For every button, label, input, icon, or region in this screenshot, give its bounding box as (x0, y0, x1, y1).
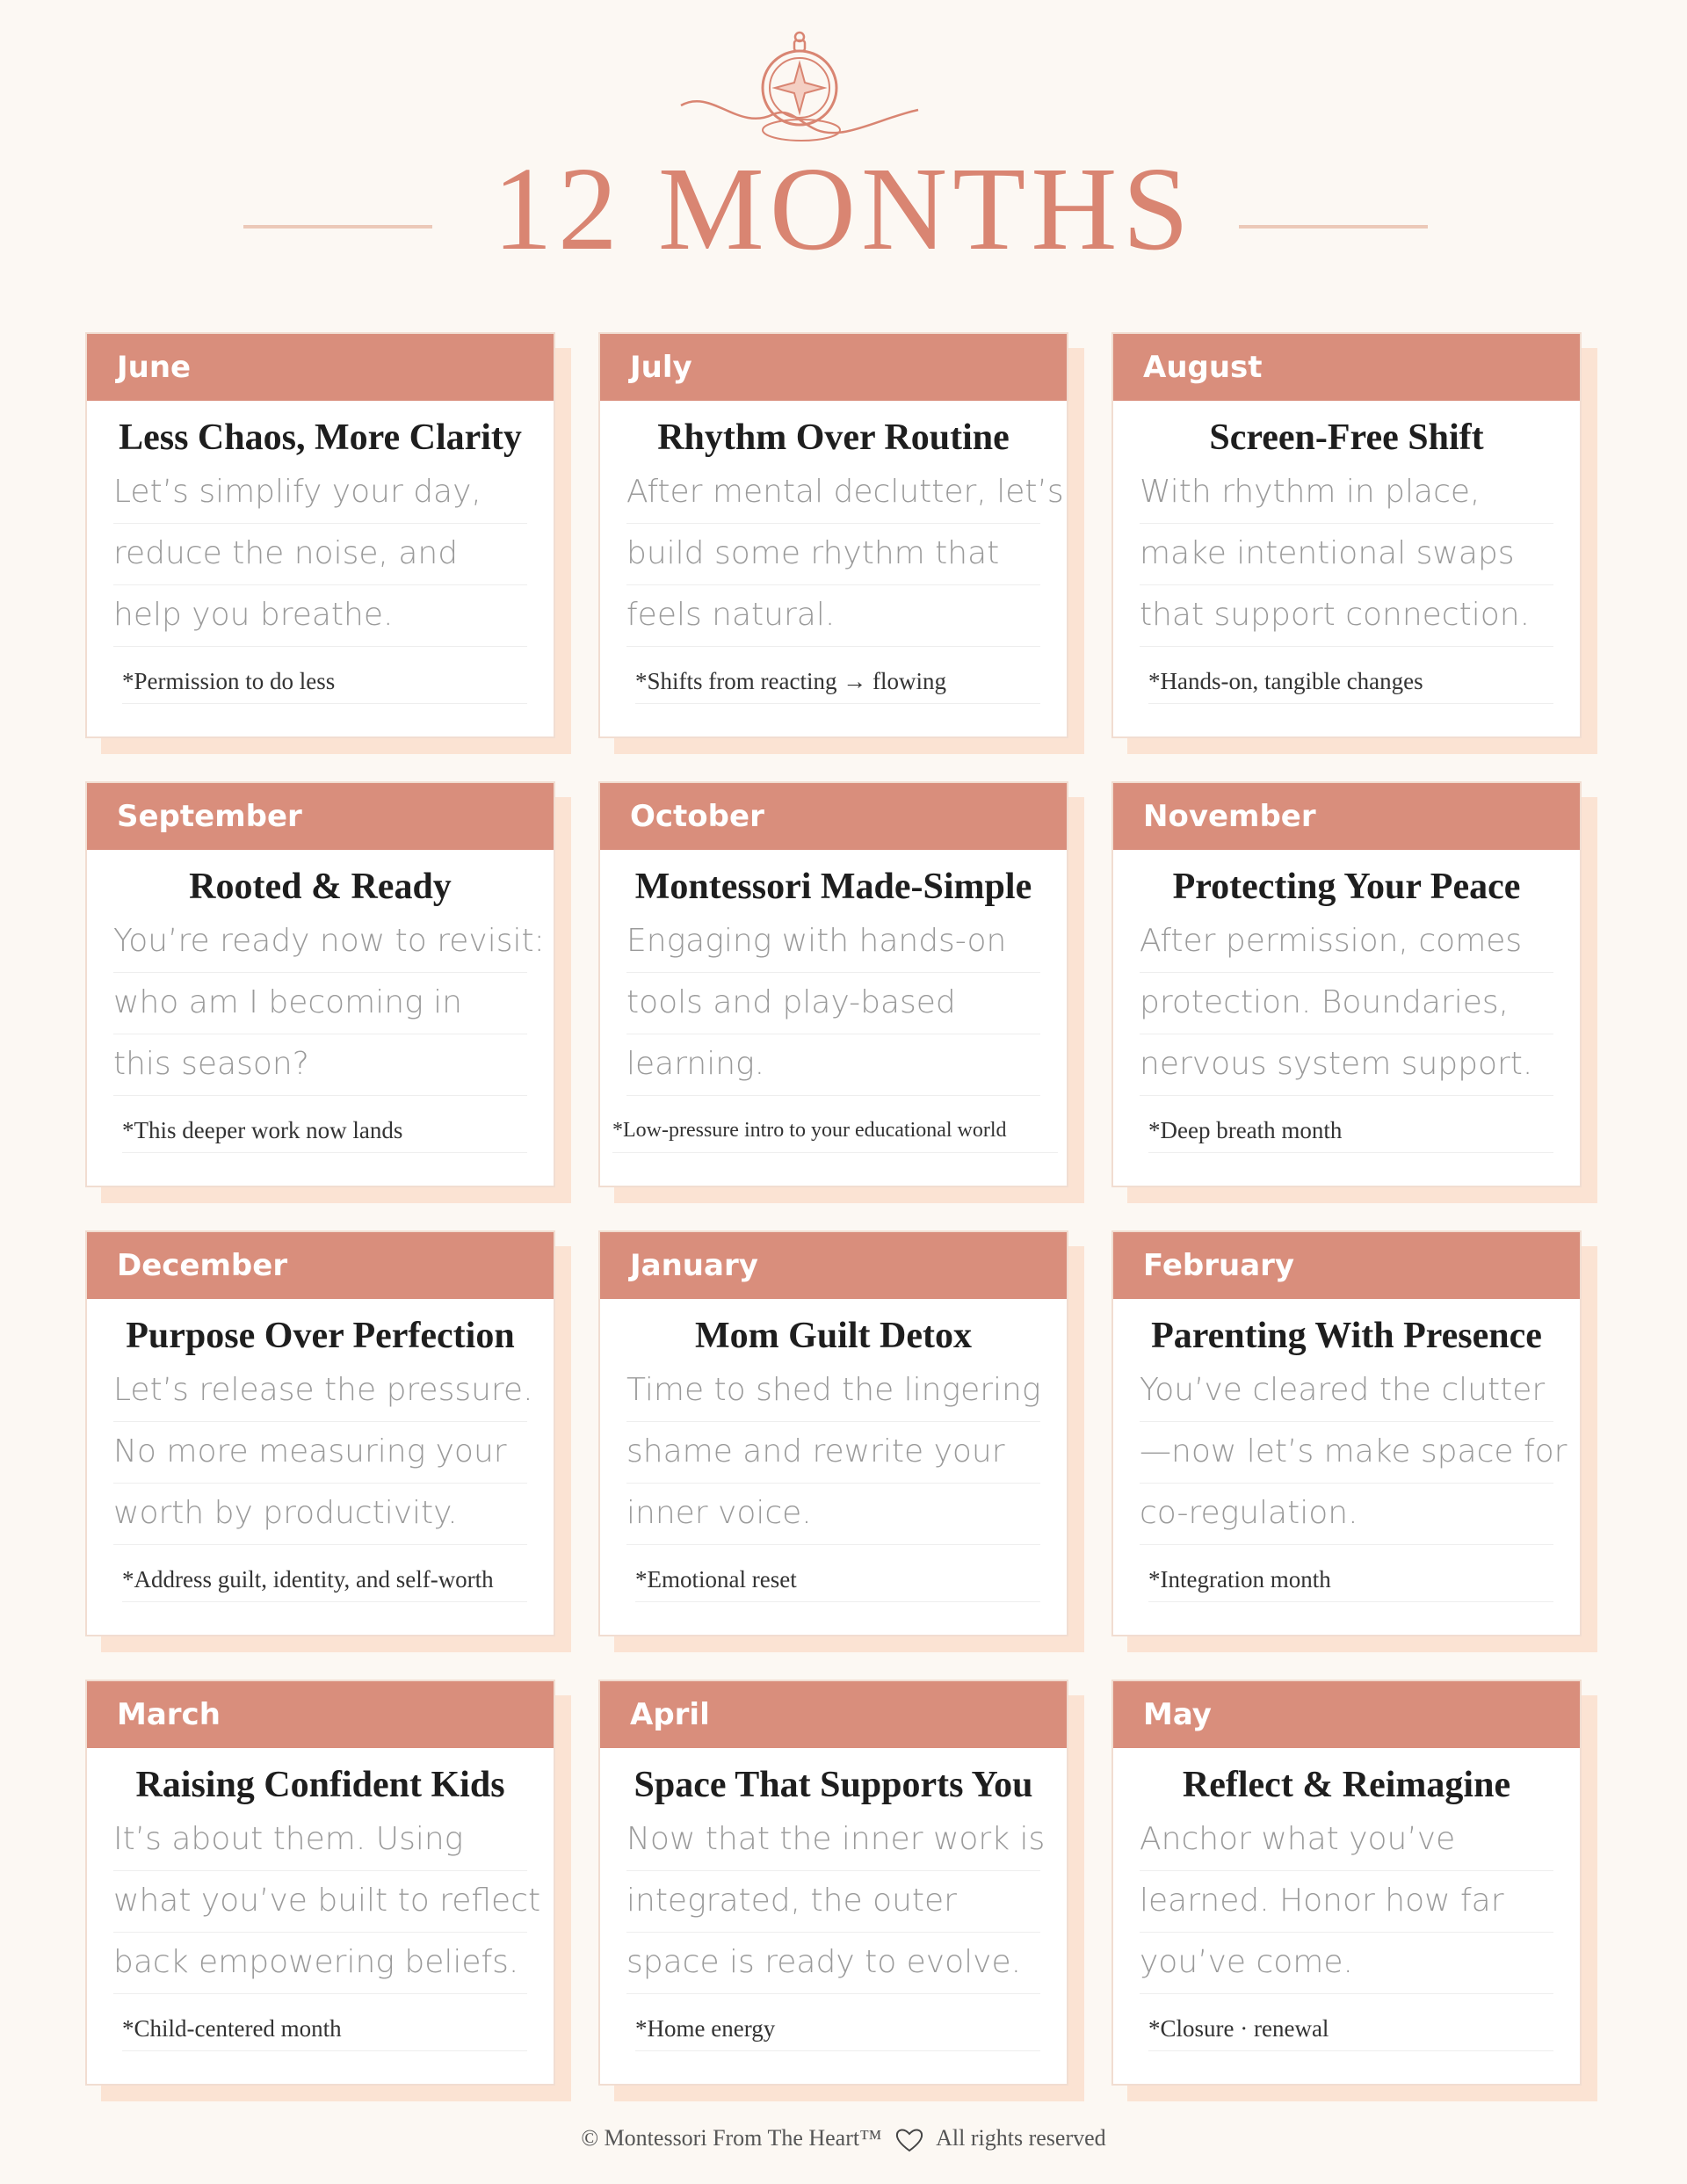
description-line: No more measuring your (113, 1421, 527, 1484)
description-line: build some rhythm that (626, 523, 1040, 585)
card-note: *Address guilt, identity, and self-worth (122, 1557, 527, 1602)
month-card-january (598, 1230, 1068, 1636)
description-line: space is ready to evolve. (626, 1932, 1040, 1994)
card-title: Rooted & Ready (189, 867, 452, 907)
month-label: August (1113, 334, 1580, 401)
month-card-march (85, 1680, 555, 2086)
description-line: nervous system support. (1140, 1034, 1553, 1096)
description-line: what you’ve built to reflect (113, 1870, 527, 1933)
card-title: Purpose Over Perfection (126, 1316, 515, 1356)
card-note: *Deep breath month (1148, 1108, 1553, 1153)
month-card-may (1111, 1680, 1582, 2086)
description-line: You’re ready now to revisit: (113, 911, 527, 973)
description-line: Let’s release the pressure. (113, 1360, 527, 1422)
month-card-august (1111, 332, 1582, 738)
month-card-june (85, 332, 555, 738)
card-note: *Emotional reset (635, 1557, 1040, 1602)
card-title: Parenting With Presence (1151, 1316, 1542, 1356)
description-line: reduce the noise, and (113, 523, 527, 585)
card-note: *Home energy (635, 2006, 1040, 2051)
description-line: shame and rewrite your (626, 1421, 1040, 1484)
description-line: After mental declutter, let’s (626, 461, 1040, 524)
month-label: March (87, 1681, 554, 1748)
description-line: tools and play-based (626, 972, 1040, 1034)
month-label: September (87, 783, 554, 850)
card-title: Less Chaos, More Clarity (119, 417, 522, 458)
description-line: After permission, comes (1140, 911, 1553, 973)
title-rule-right (1239, 225, 1428, 229)
description-line: help you breathe. (113, 584, 527, 647)
description-line: —now let’s make space for (1140, 1421, 1553, 1484)
card-title: Rhythm Over Routine (657, 417, 1010, 458)
card-title: Protecting Your Peace (1172, 867, 1521, 907)
month-card-november (1111, 781, 1582, 1187)
card-note: *Hands-on, tangible changes (1148, 659, 1553, 704)
month-label: June (87, 334, 554, 401)
month-card-february (1111, 1230, 1582, 1636)
description-line: Time to shed the lingering (626, 1360, 1040, 1422)
card-title: Mom Guilt Detox (695, 1316, 972, 1356)
description-line: make intentional swaps (1140, 523, 1553, 585)
month-label: July (600, 334, 1067, 401)
description-line: You’ve cleared the clutter (1140, 1360, 1553, 1422)
card-note: *This deeper work now lands (122, 1108, 527, 1153)
footer (0, 2125, 1687, 2153)
month-card-december (85, 1230, 555, 1636)
card-note: *Low-pressure intro to your educational world (612, 1108, 1058, 1153)
month-label: February (1113, 1232, 1580, 1299)
heart-icon (894, 2127, 924, 2153)
card-title: Montessori Made-Simple (634, 867, 1032, 907)
rights-text: All rights reserved (936, 2125, 1106, 2151)
card-title: Reflect & Reimagine (1182, 1765, 1511, 1805)
description-line: worth by productivity. (113, 1483, 527, 1545)
copyright-text: © Montessori From The Heart™ (581, 2125, 882, 2151)
description-line: Now that the inner work is (626, 1809, 1040, 1871)
card-note: *Shifts from reacting → flowing (635, 659, 1040, 704)
description-line: With rhythm in place, (1140, 461, 1553, 524)
month-label: December (87, 1232, 554, 1299)
description-line: feels natural. (626, 584, 1040, 647)
description-line: co-regulation. (1140, 1483, 1553, 1545)
description-line: you’ve come. (1140, 1932, 1553, 1994)
description-line: protection. Boundaries, (1140, 972, 1553, 1034)
month-label: April (600, 1681, 1067, 1748)
card-note: *Permission to do less (122, 659, 527, 704)
page-title: 12 MONTHS (492, 143, 1195, 275)
month-label: November (1113, 783, 1580, 850)
description-line: back empowering beliefs. (113, 1932, 527, 1994)
description-line: learned. Honor how far (1140, 1870, 1553, 1933)
compass-icon (677, 26, 923, 158)
card-note: *Child-centered month (122, 2006, 527, 2051)
month-card-april (598, 1680, 1068, 2086)
month-card-october (598, 781, 1068, 1187)
description-line: that support connection. (1140, 584, 1553, 647)
description-line: Let’s simplify your day, (113, 461, 527, 524)
description-line: who am I becoming in (113, 972, 527, 1034)
description-line: Anchor what you’ve (1140, 1809, 1553, 1871)
card-title: Screen-Free Shift (1209, 417, 1484, 458)
month-label: October (600, 783, 1067, 850)
description-line: this season? (113, 1034, 527, 1096)
month-card-september (85, 781, 555, 1187)
card-note: *Integration month (1148, 1557, 1553, 1602)
description-line: Engaging with hands-on (626, 911, 1040, 973)
description-line: It’s about them. Using (113, 1809, 527, 1871)
description-line: learning. (626, 1034, 1040, 1096)
card-title: Raising Confident Kids (135, 1765, 505, 1805)
month-card-july (598, 332, 1068, 738)
card-note: *Closure · renewal (1148, 2006, 1553, 2051)
month-label: May (1113, 1681, 1580, 1748)
header (0, 0, 1687, 299)
description-line: integrated, the outer (626, 1870, 1040, 1933)
month-label: January (600, 1232, 1067, 1299)
card-title: Space That Supports You (634, 1765, 1033, 1805)
description-line: inner voice. (626, 1483, 1040, 1545)
